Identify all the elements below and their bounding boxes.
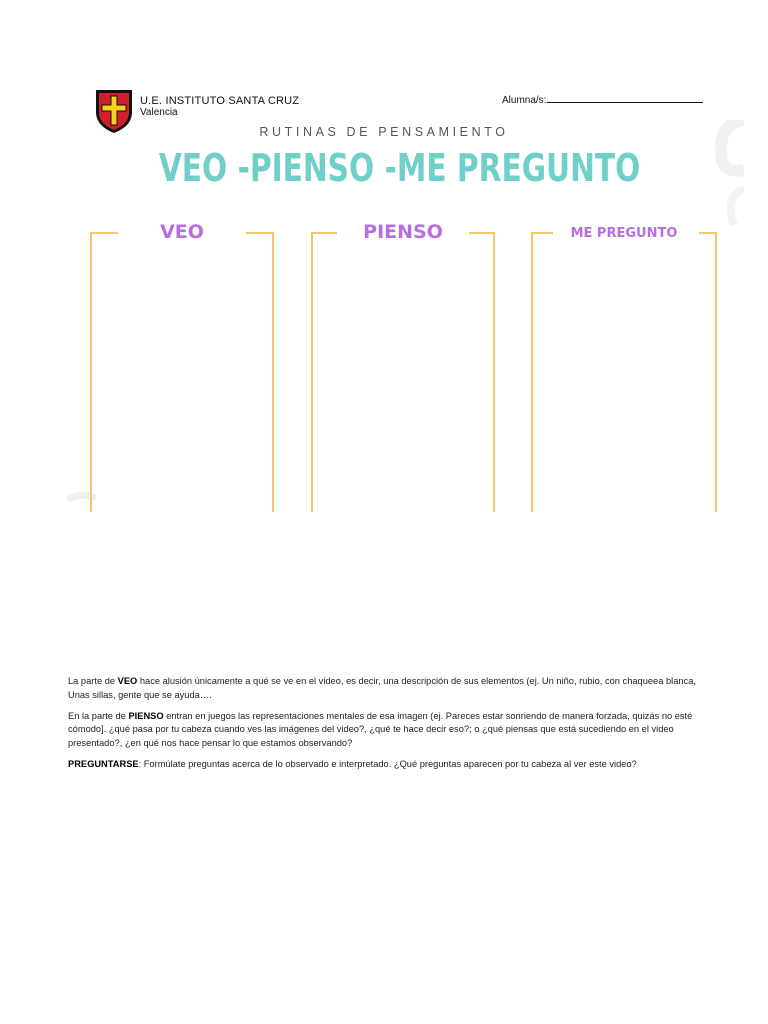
school-name: U.E. INSTITUTO SANTA CRUZ (140, 95, 300, 107)
instruction-preguntarse: PREGUNTARSE: Formúlate preguntas acerca de lo observado e interpretado. ¿Qué preguntas aparecen por tu cabeza al ver este video? (68, 758, 637, 769)
column-title-pienso: PIENSO (363, 221, 443, 243)
column-pienso (311, 221, 495, 512)
column-veo (90, 221, 274, 512)
subtitle: RUTINAS DE PENSAMIENTO (259, 125, 509, 139)
keyword-preguntarse: PREGUNTARSE (68, 758, 139, 769)
student-label: Alumna/s: (502, 95, 547, 106)
instruction-pienso: En la parte de PIENSO entran en juegos las representaciones mentales de esa imagen (ej. Pareces estar sonriendo de manera forzada, quizás no esté cómodo]. ¿qué pasa por tu cabeza cuando ves las imágenes del video?, ¿qué te hace decir eso?; o ¿qué piensas que está sucediendo en el video presentado?, ¿en qué nos hace pensar lo que estamos observando? (68, 710, 693, 749)
column-frame (311, 232, 495, 512)
student-name-line[interactable] (547, 92, 703, 103)
column-frame (90, 232, 274, 512)
main-title: VEO -PIENSO -ME PREGUNTO (158, 146, 641, 190)
column-me-pregunto (531, 226, 717, 512)
instruction-veo: La parte de VEO hace alusión únicamente a qué se ve en el video, es decir, una descripción de sus elementos (ej. Un niño, rubio, con chaqueea blanca, Unas sillas, gente que se ayuda…. (68, 676, 696, 700)
school-city: Valencia (140, 107, 178, 118)
column-frame (531, 232, 717, 512)
instructions (68, 675, 700, 779)
column-title-veo: VEO (160, 221, 204, 243)
keyword-veo: VEO (117, 676, 138, 686)
decorative-shape-icon (714, 120, 744, 240)
student-name-field[interactable] (502, 92, 703, 106)
keyword-pienso: PIENSO (128, 710, 164, 721)
column-title-me-pregunto: ME PREGUNTO (570, 226, 678, 241)
